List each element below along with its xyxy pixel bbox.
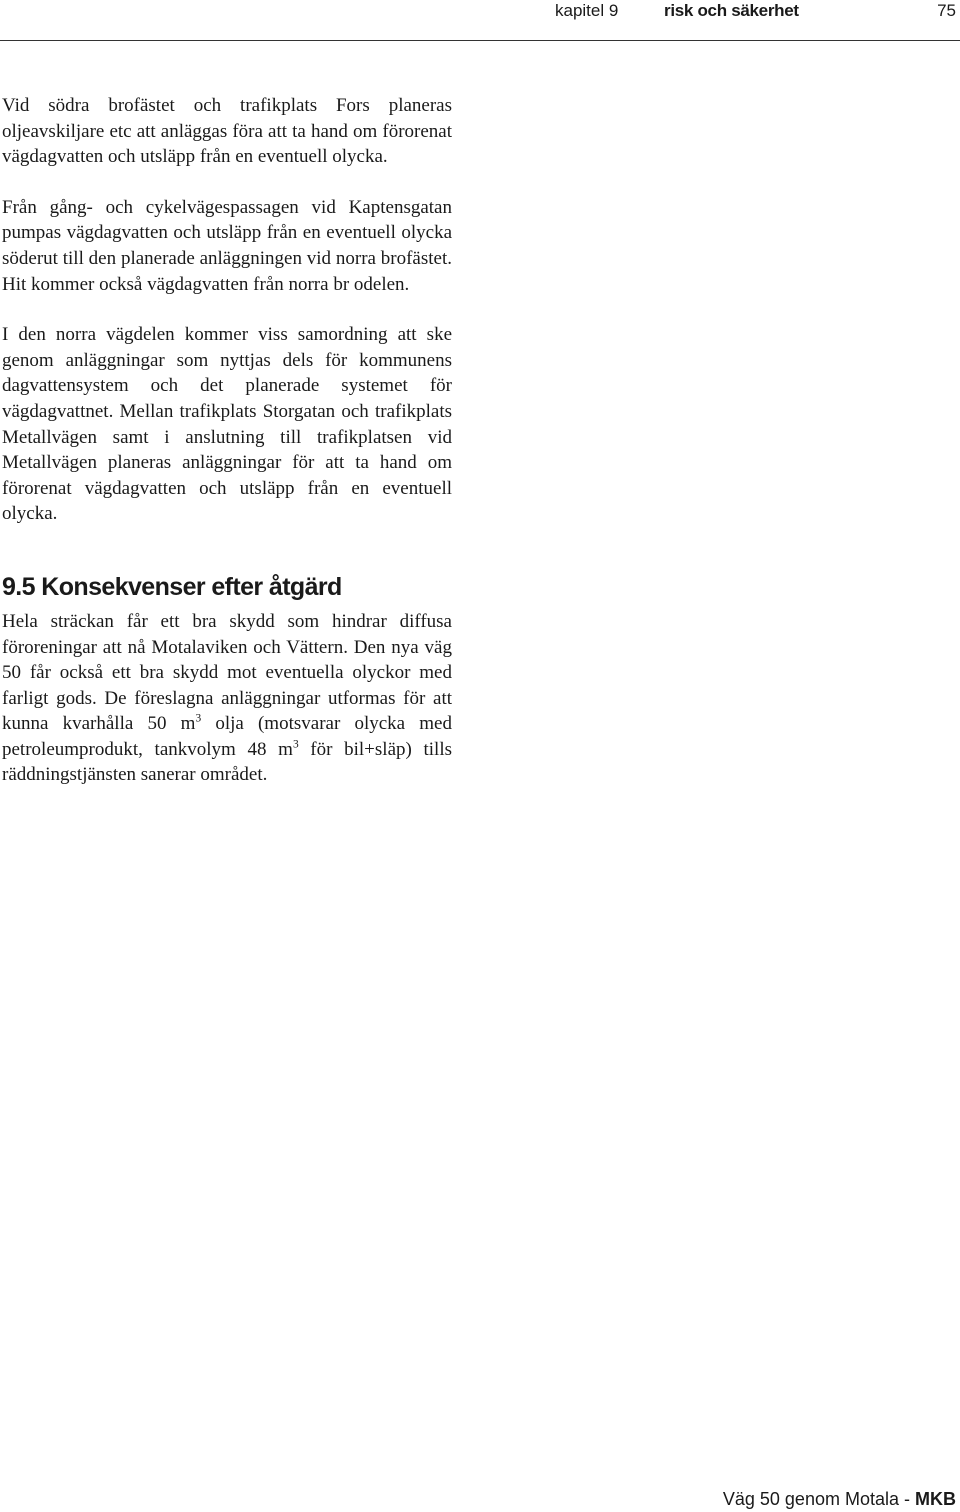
footer-brand: MKB [915,1489,956,1509]
running-header [0,0,960,24]
paragraph-pumping: Från gång- och cykelvägespassagen vid Kaptensgatan pumpas vägdagvatten och utsläpp från en eventuell olycka söderut till den planerade anläggningen vid norra brofästet. Hit kommer också vägdagvatten från norra br odelen. [2,196,452,295]
section-label: risk och säkerhet [664,1,799,20]
consequence-text-3: för bil+släp) tills räddningstjänsten sanerar området. [2,738,453,786]
paragraph-consequences [2,609,452,788]
page-number: 75 [937,1,956,20]
page-footer [723,1489,956,1510]
footer-title: Väg 50 genom Motala - [722,1489,915,1509]
superscript-cubic-1: 3 [195,712,202,725]
paragraph-oil-separators: Vid södra brofästet och trafikplats Fors planeras oljeavskiljare etc att anläggas föra att ta hand om förorenat vägdagvatten och utsläpp från en eventuell olycka. [2,95,452,168]
body-text [2,93,452,813]
paragraph-northern-section: I den norra vägdelen kommer viss samordning att ske genom anläggningar som nyttjas dels för kommunens dagvattensystem och det planerade systemet för vägdagvattnet. Mellan trafikplats Storgatan och trafikplats Metallvägen samt i anslutning till trafikplatsen vid Metallvägen planeras anläggningar för att ta hand om förorenat vägdagvatten och utsläpp från en eventuell olycka. [2,324,452,525]
consequence-text-1: Hela sträckan får ett bra skydd som hindrar diffusa föroreningar att nå Motalaviken och Vättern. Den nya väg 50 får också ett bra skydd mot eventuella olyckor med farligt gods. De föreslagna anläggningar utformas för att kunna kvarhålla 50 m [2,610,452,735]
consequence-text-2: olja (motsvarar olycka med petroleumprodukt, tankvolym 48 m [2,713,452,760]
superscript-cubic-2: 3 [292,738,299,751]
header-divider [0,40,960,41]
section-heading: 9.5 Konsekvenser efter åtgärd [2,572,342,601]
chapter-label: kapitel 9 [555,1,619,20]
